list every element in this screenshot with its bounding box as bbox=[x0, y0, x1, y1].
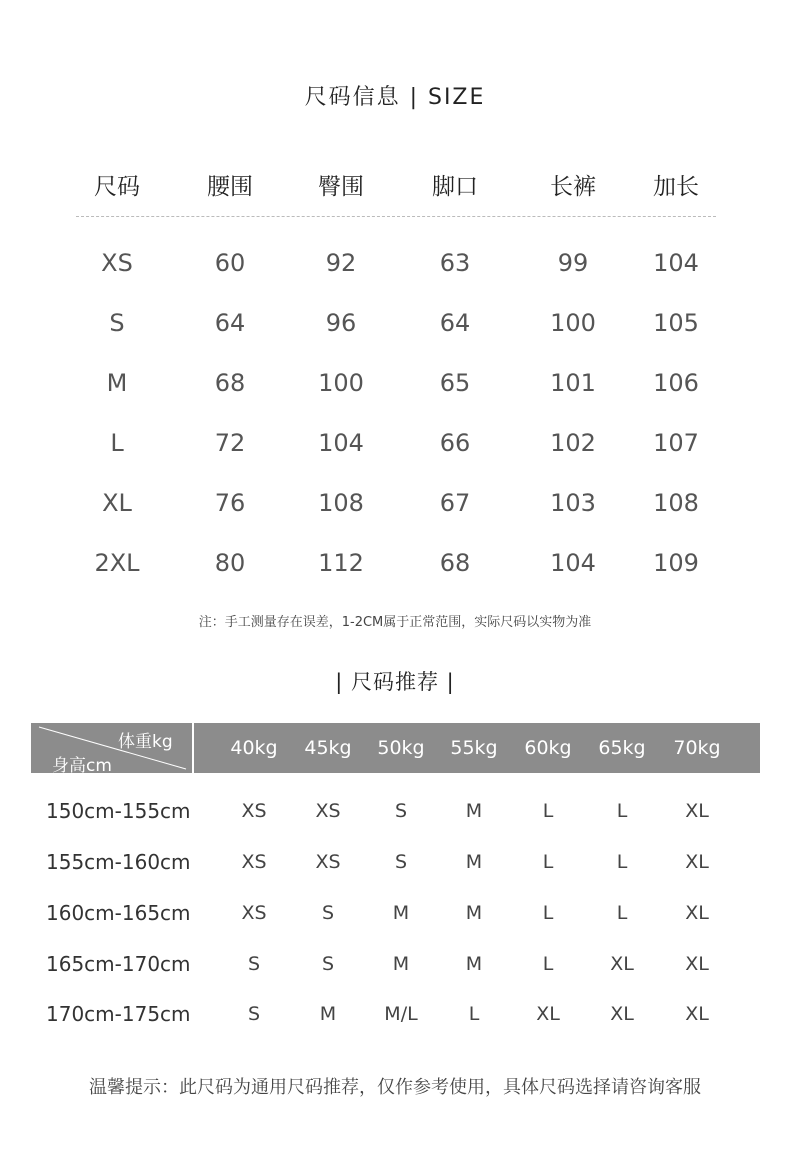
measurement-note: 注：手工测量存在误差，1-2CM属于正常范围，实际尺码以实物为准 bbox=[198, 615, 592, 630]
recommended-size-cell: XS bbox=[241, 851, 267, 873]
recommended-size-cell: M bbox=[392, 953, 410, 975]
height-label: 150cm-155cm bbox=[46, 799, 191, 823]
recommended-size-cell: S bbox=[321, 902, 335, 924]
recommended-size-cell: XL bbox=[685, 953, 709, 975]
size-table-cell: 64 bbox=[439, 309, 471, 337]
size-table-cell: 100 bbox=[550, 309, 596, 337]
size-table-header: 尺码 bbox=[94, 174, 140, 200]
recommended-size-cell: XL bbox=[610, 1003, 634, 1025]
size-table-header: 长裤 bbox=[550, 174, 596, 200]
recommended-size-cell: XS bbox=[241, 902, 267, 924]
size-table-cell: 67 bbox=[439, 489, 471, 517]
size-table-cell: S bbox=[109, 309, 125, 337]
recommended-size-cell: L bbox=[468, 1003, 480, 1025]
size-table-cell: 76 bbox=[214, 489, 246, 517]
recommended-size-cell: M bbox=[465, 902, 483, 924]
recommended-size-cell: M bbox=[465, 800, 483, 822]
recommended-size-cell: L bbox=[542, 953, 554, 975]
weight-header: 40kg bbox=[230, 737, 278, 759]
size-table-cell: 2XL bbox=[94, 549, 140, 577]
size-table-cell: 108 bbox=[653, 489, 699, 517]
recommended-size-cell: L bbox=[616, 902, 628, 924]
corner-weight-label: 体重kg bbox=[118, 732, 173, 752]
size-table-header: 臀围 bbox=[318, 174, 364, 200]
weight-header: 65kg bbox=[598, 737, 646, 759]
recommended-size-cell: XL bbox=[685, 800, 709, 822]
recommended-size-cell: L bbox=[542, 800, 554, 822]
size-table-cell: 104 bbox=[550, 549, 596, 577]
size-table-cell: 106 bbox=[653, 369, 699, 397]
size-table-cell: 65 bbox=[439, 369, 471, 397]
size-table-cell: 96 bbox=[325, 309, 357, 337]
size-table-cell: 101 bbox=[550, 369, 596, 397]
height-label: 155cm-160cm bbox=[46, 850, 191, 874]
size-table-header: 脚口 bbox=[432, 174, 478, 200]
weight-header: 45kg bbox=[304, 737, 352, 759]
size-recommend-title: | 尺码推荐 | bbox=[335, 670, 455, 694]
recommended-size-cell: XS bbox=[241, 800, 267, 822]
recommended-size-cell: XL bbox=[685, 1003, 709, 1025]
recommended-size-cell: M bbox=[465, 851, 483, 873]
height-label: 170cm-175cm bbox=[46, 1002, 191, 1026]
size-table-cell: 80 bbox=[214, 549, 246, 577]
size-table-header: 腰围 bbox=[207, 174, 253, 200]
recommended-size-cell: XS bbox=[315, 800, 341, 822]
size-table-cell: 102 bbox=[550, 429, 596, 457]
size-table-cell: 68 bbox=[214, 369, 246, 397]
weight-header: 50kg bbox=[377, 737, 425, 759]
recommended-size-cell: L bbox=[616, 851, 628, 873]
size-table-cell: 107 bbox=[653, 429, 699, 457]
size-table-cell: 103 bbox=[550, 489, 596, 517]
size-table-cell: 66 bbox=[439, 429, 471, 457]
corner-height-label: 身高cm bbox=[52, 756, 112, 776]
recommended-size-cell: S bbox=[394, 800, 408, 822]
weight-header: 70kg bbox=[673, 737, 721, 759]
recommended-size-cell: S bbox=[247, 953, 261, 975]
recommended-size-cell: XS bbox=[315, 851, 341, 873]
recommended-size-cell: L bbox=[542, 851, 554, 873]
size-table-cell: 63 bbox=[439, 249, 471, 277]
size-table-cell: M bbox=[106, 369, 128, 397]
recommended-size-cell: S bbox=[394, 851, 408, 873]
weight-header: 60kg bbox=[524, 737, 572, 759]
recommended-size-cell: M/L bbox=[384, 1003, 418, 1025]
size-table-header: 加长 bbox=[653, 174, 699, 200]
size-table-cell: 60 bbox=[214, 249, 246, 277]
size-table-cell: 109 bbox=[653, 549, 699, 577]
recommended-size-cell: XL bbox=[536, 1003, 560, 1025]
size-table-cell: 92 bbox=[325, 249, 357, 277]
recommended-size-cell: L bbox=[616, 800, 628, 822]
size-table-cell: 100 bbox=[318, 369, 364, 397]
size-table-cell: 64 bbox=[214, 309, 246, 337]
height-label: 165cm-170cm bbox=[46, 952, 191, 976]
size-table-cell: 99 bbox=[557, 249, 589, 277]
header-divider bbox=[76, 216, 716, 217]
size-table-cell: 112 bbox=[318, 549, 364, 577]
size-table-cell: L bbox=[110, 429, 124, 457]
size-table-cell: 108 bbox=[318, 489, 364, 517]
size-table-cell: 104 bbox=[653, 249, 699, 277]
height-label: 160cm-165cm bbox=[46, 901, 191, 925]
size-info-title: 尺码信息 | SIZE bbox=[304, 85, 486, 110]
recommended-size-cell: M bbox=[465, 953, 483, 975]
recommended-size-cell: XL bbox=[685, 902, 709, 924]
recommended-size-cell: S bbox=[321, 953, 335, 975]
size-table-cell: 72 bbox=[214, 429, 246, 457]
recommended-size-cell: XL bbox=[610, 953, 634, 975]
size-table-cell: 104 bbox=[318, 429, 364, 457]
recommended-size-cell: S bbox=[247, 1003, 261, 1025]
weight-header: 55kg bbox=[450, 737, 498, 759]
size-table-cell: XS bbox=[101, 249, 133, 277]
recommended-size-cell: L bbox=[542, 902, 554, 924]
size-table-cell: 105 bbox=[653, 309, 699, 337]
size-table-cell: XL bbox=[102, 489, 132, 517]
size-table-cell: 68 bbox=[439, 549, 471, 577]
recommended-size-cell: M bbox=[319, 1003, 337, 1025]
tip-note: 温馨提示：此尺码为通用尺码推荐，仅作参考使用，具体尺码选择请咨询客服 bbox=[89, 1077, 701, 1098]
recommended-size-cell: XL bbox=[685, 851, 709, 873]
recommended-size-cell: M bbox=[392, 902, 410, 924]
